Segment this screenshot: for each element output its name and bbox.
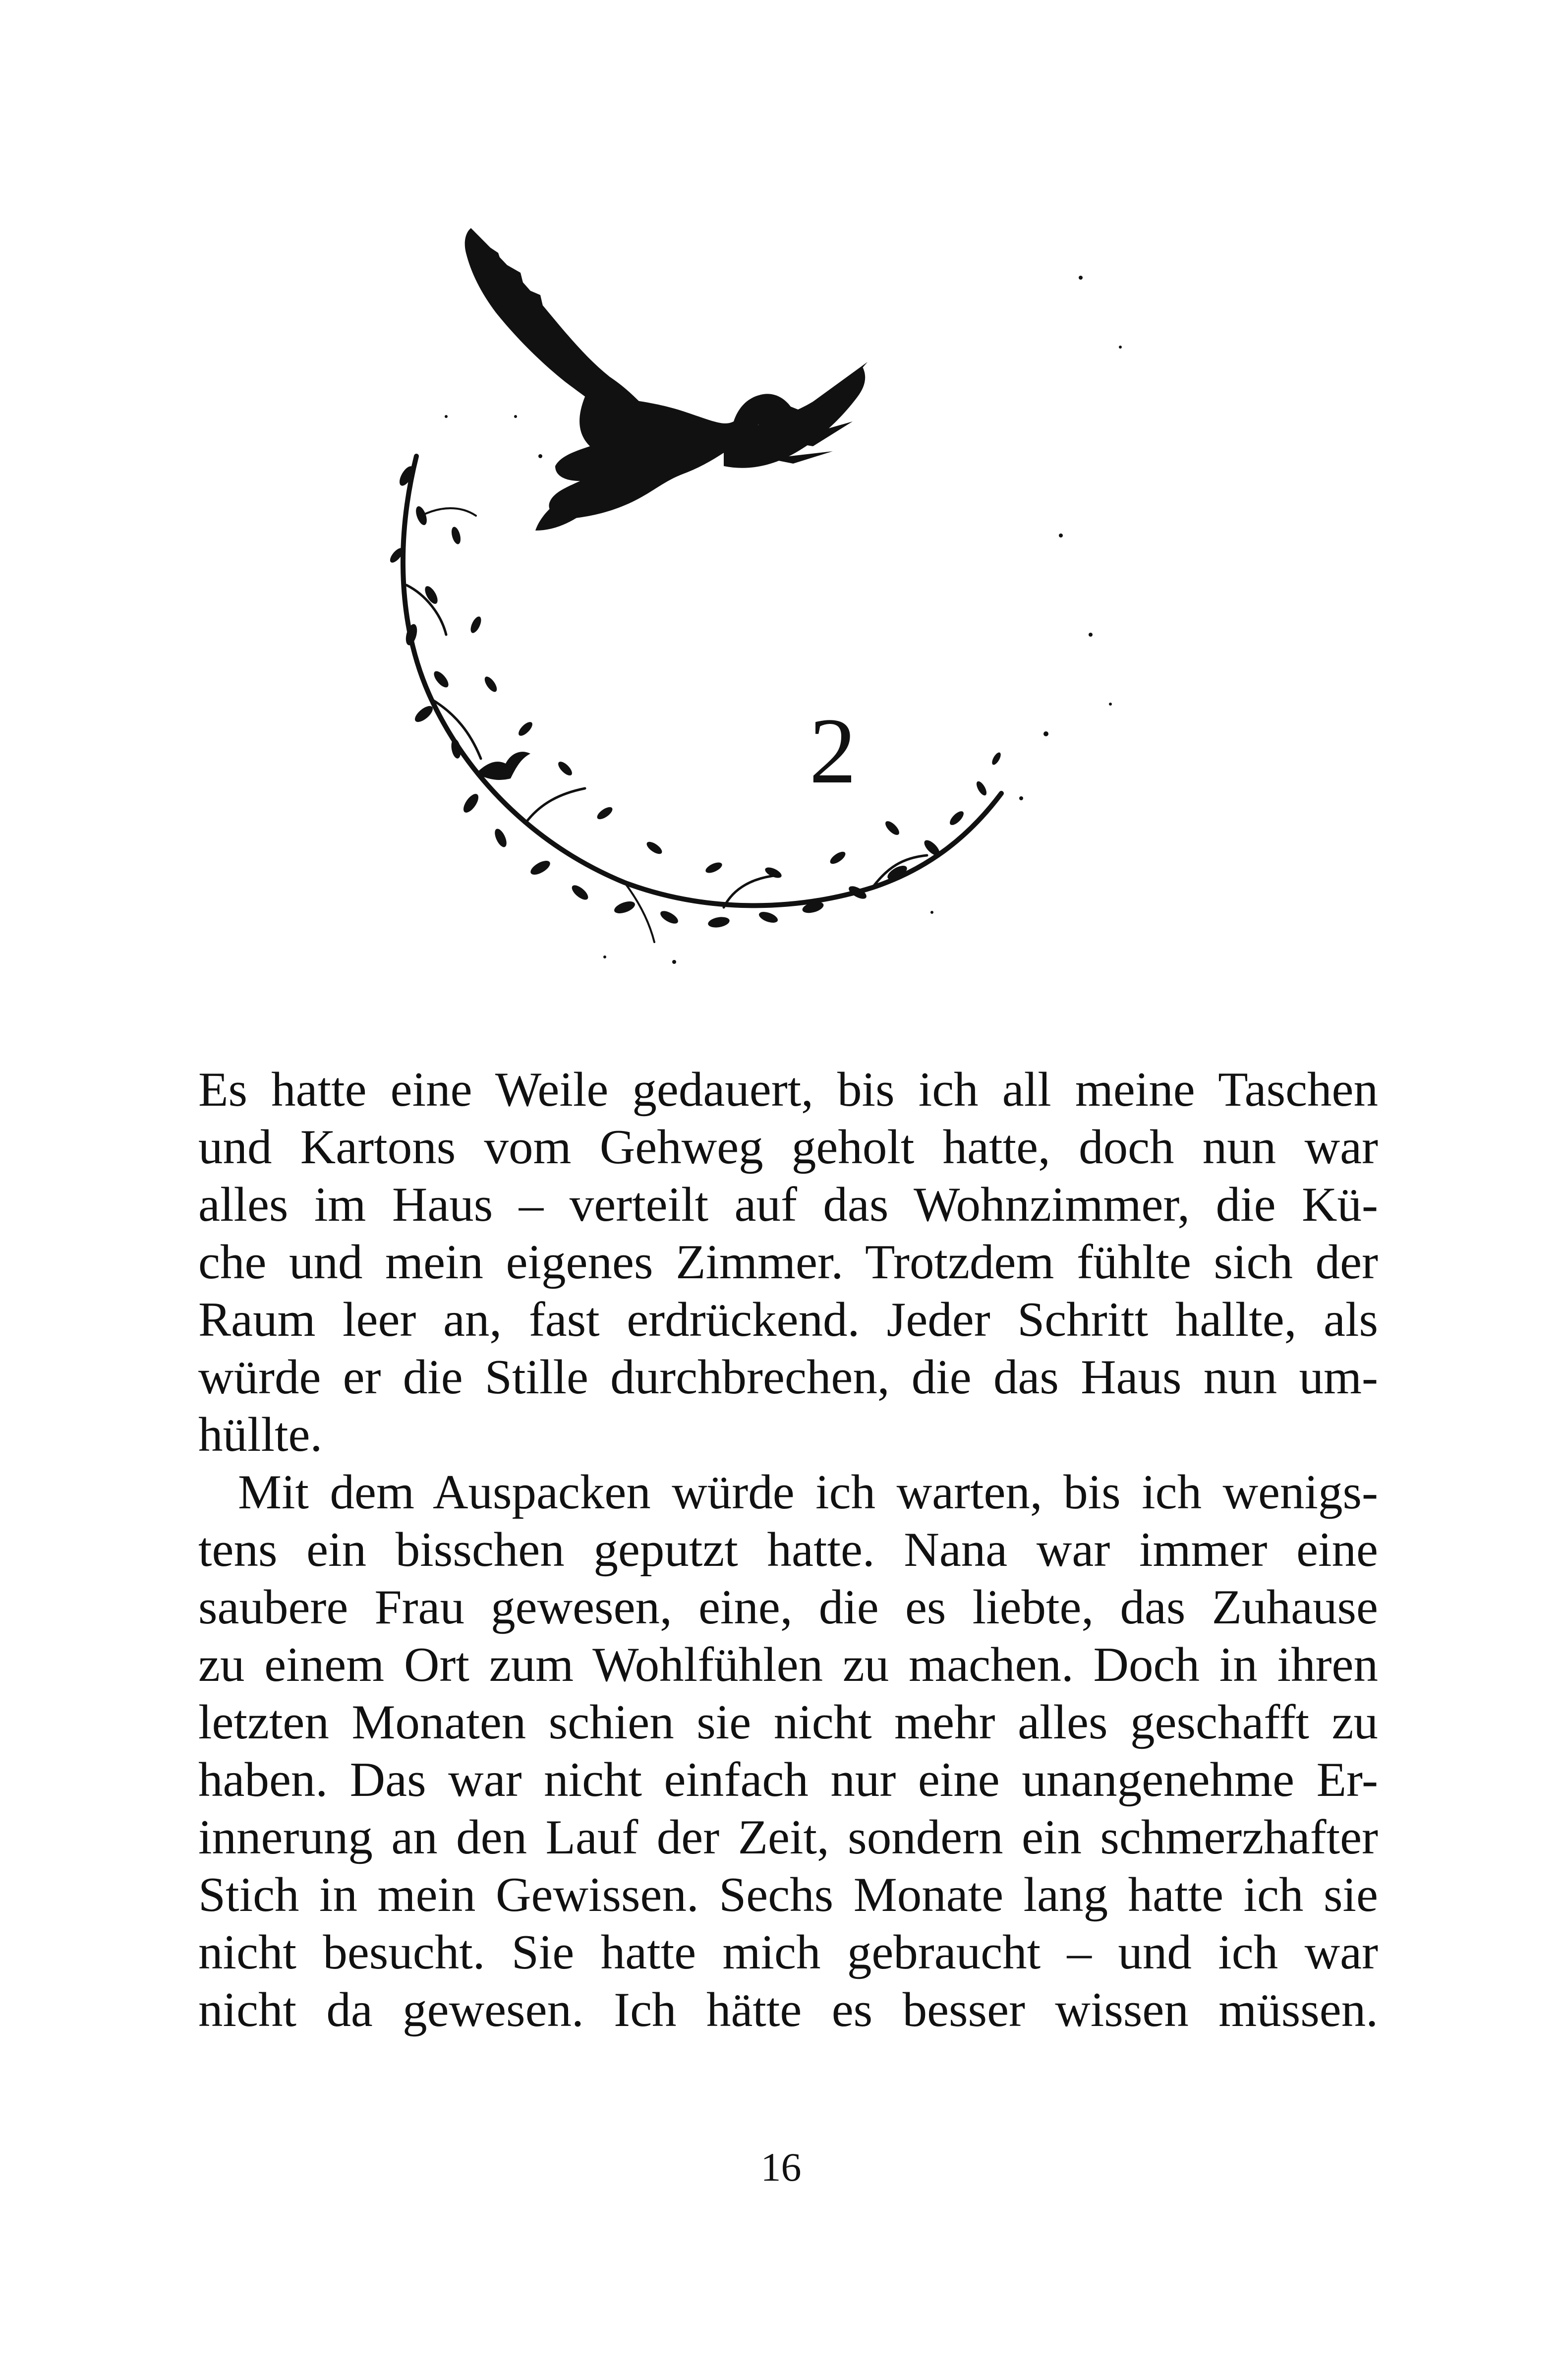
- text-line: innerung an den Lauf der Zeit, sondern ein schmerzhafter: [198, 1810, 1378, 1864]
- text-line: letzten Monaten schien sie nicht mehr alles geschafft zu: [198, 1695, 1378, 1749]
- small-bird: [476, 752, 530, 780]
- text-line: Mit dem Auspacken würde ich warten, bis ich wenigs-: [238, 1465, 1378, 1519]
- text-line: hüllte.: [198, 1408, 323, 1462]
- ink-speckles: [445, 276, 1122, 964]
- paragraph: [198, 1464, 1378, 2096]
- text-line: tens ein bisschen geputzt hatte. Nana war immer eine: [198, 1523, 1378, 1577]
- text-line: Stich in mein Gewissen. Sechs Monate lang hatte ich sie: [198, 1868, 1378, 1922]
- text-line: würde er die Stille durchbrechen, die das Haus nun um-: [198, 1350, 1378, 1404]
- raven-branch-illustration: [377, 188, 1219, 1021]
- text-line: Es hatte eine Weile gedauert, bis ich all meine Taschen: [198, 1063, 1378, 1117]
- text-line: che und mein eigenes Zimmer. Trotzdem fühlte sich der: [198, 1235, 1378, 1289]
- text-line: [198, 2039, 1378, 2096]
- text-line: haben. Das war nicht einfach nur eine unangenehme Er-: [198, 1753, 1378, 1807]
- text-line: zu einem Ort zum Wohlfühlen zu machen. Doch in ihren: [198, 1638, 1378, 1692]
- body-text: [198, 1061, 1378, 2096]
- text-line: und Kartons vom Gehweg geholt hatte, doch nun war: [198, 1120, 1378, 1174]
- page-number: 16: [760, 2144, 802, 2190]
- text-line: saubere Frau gewesen, eine, die es liebte, das Zuhause: [198, 1580, 1378, 1634]
- chapter-number: 2: [809, 699, 857, 803]
- text-line: nicht besucht. Sie hatte mich gebraucht – und ich war: [198, 1925, 1378, 1979]
- text-line: Raum leer an, fast erdrückend. Jeder Schritt hallte, als: [198, 1293, 1378, 1347]
- raven-left-wing: [465, 228, 644, 421]
- text-line: nicht da gewesen. Ich hätte es besser wissen müssen.: [198, 1983, 1378, 2037]
- text-line: alles im Haus – verteilt auf das Wohnzimmer, die Kü-: [198, 1178, 1378, 1232]
- paragraph: [198, 1061, 1378, 1464]
